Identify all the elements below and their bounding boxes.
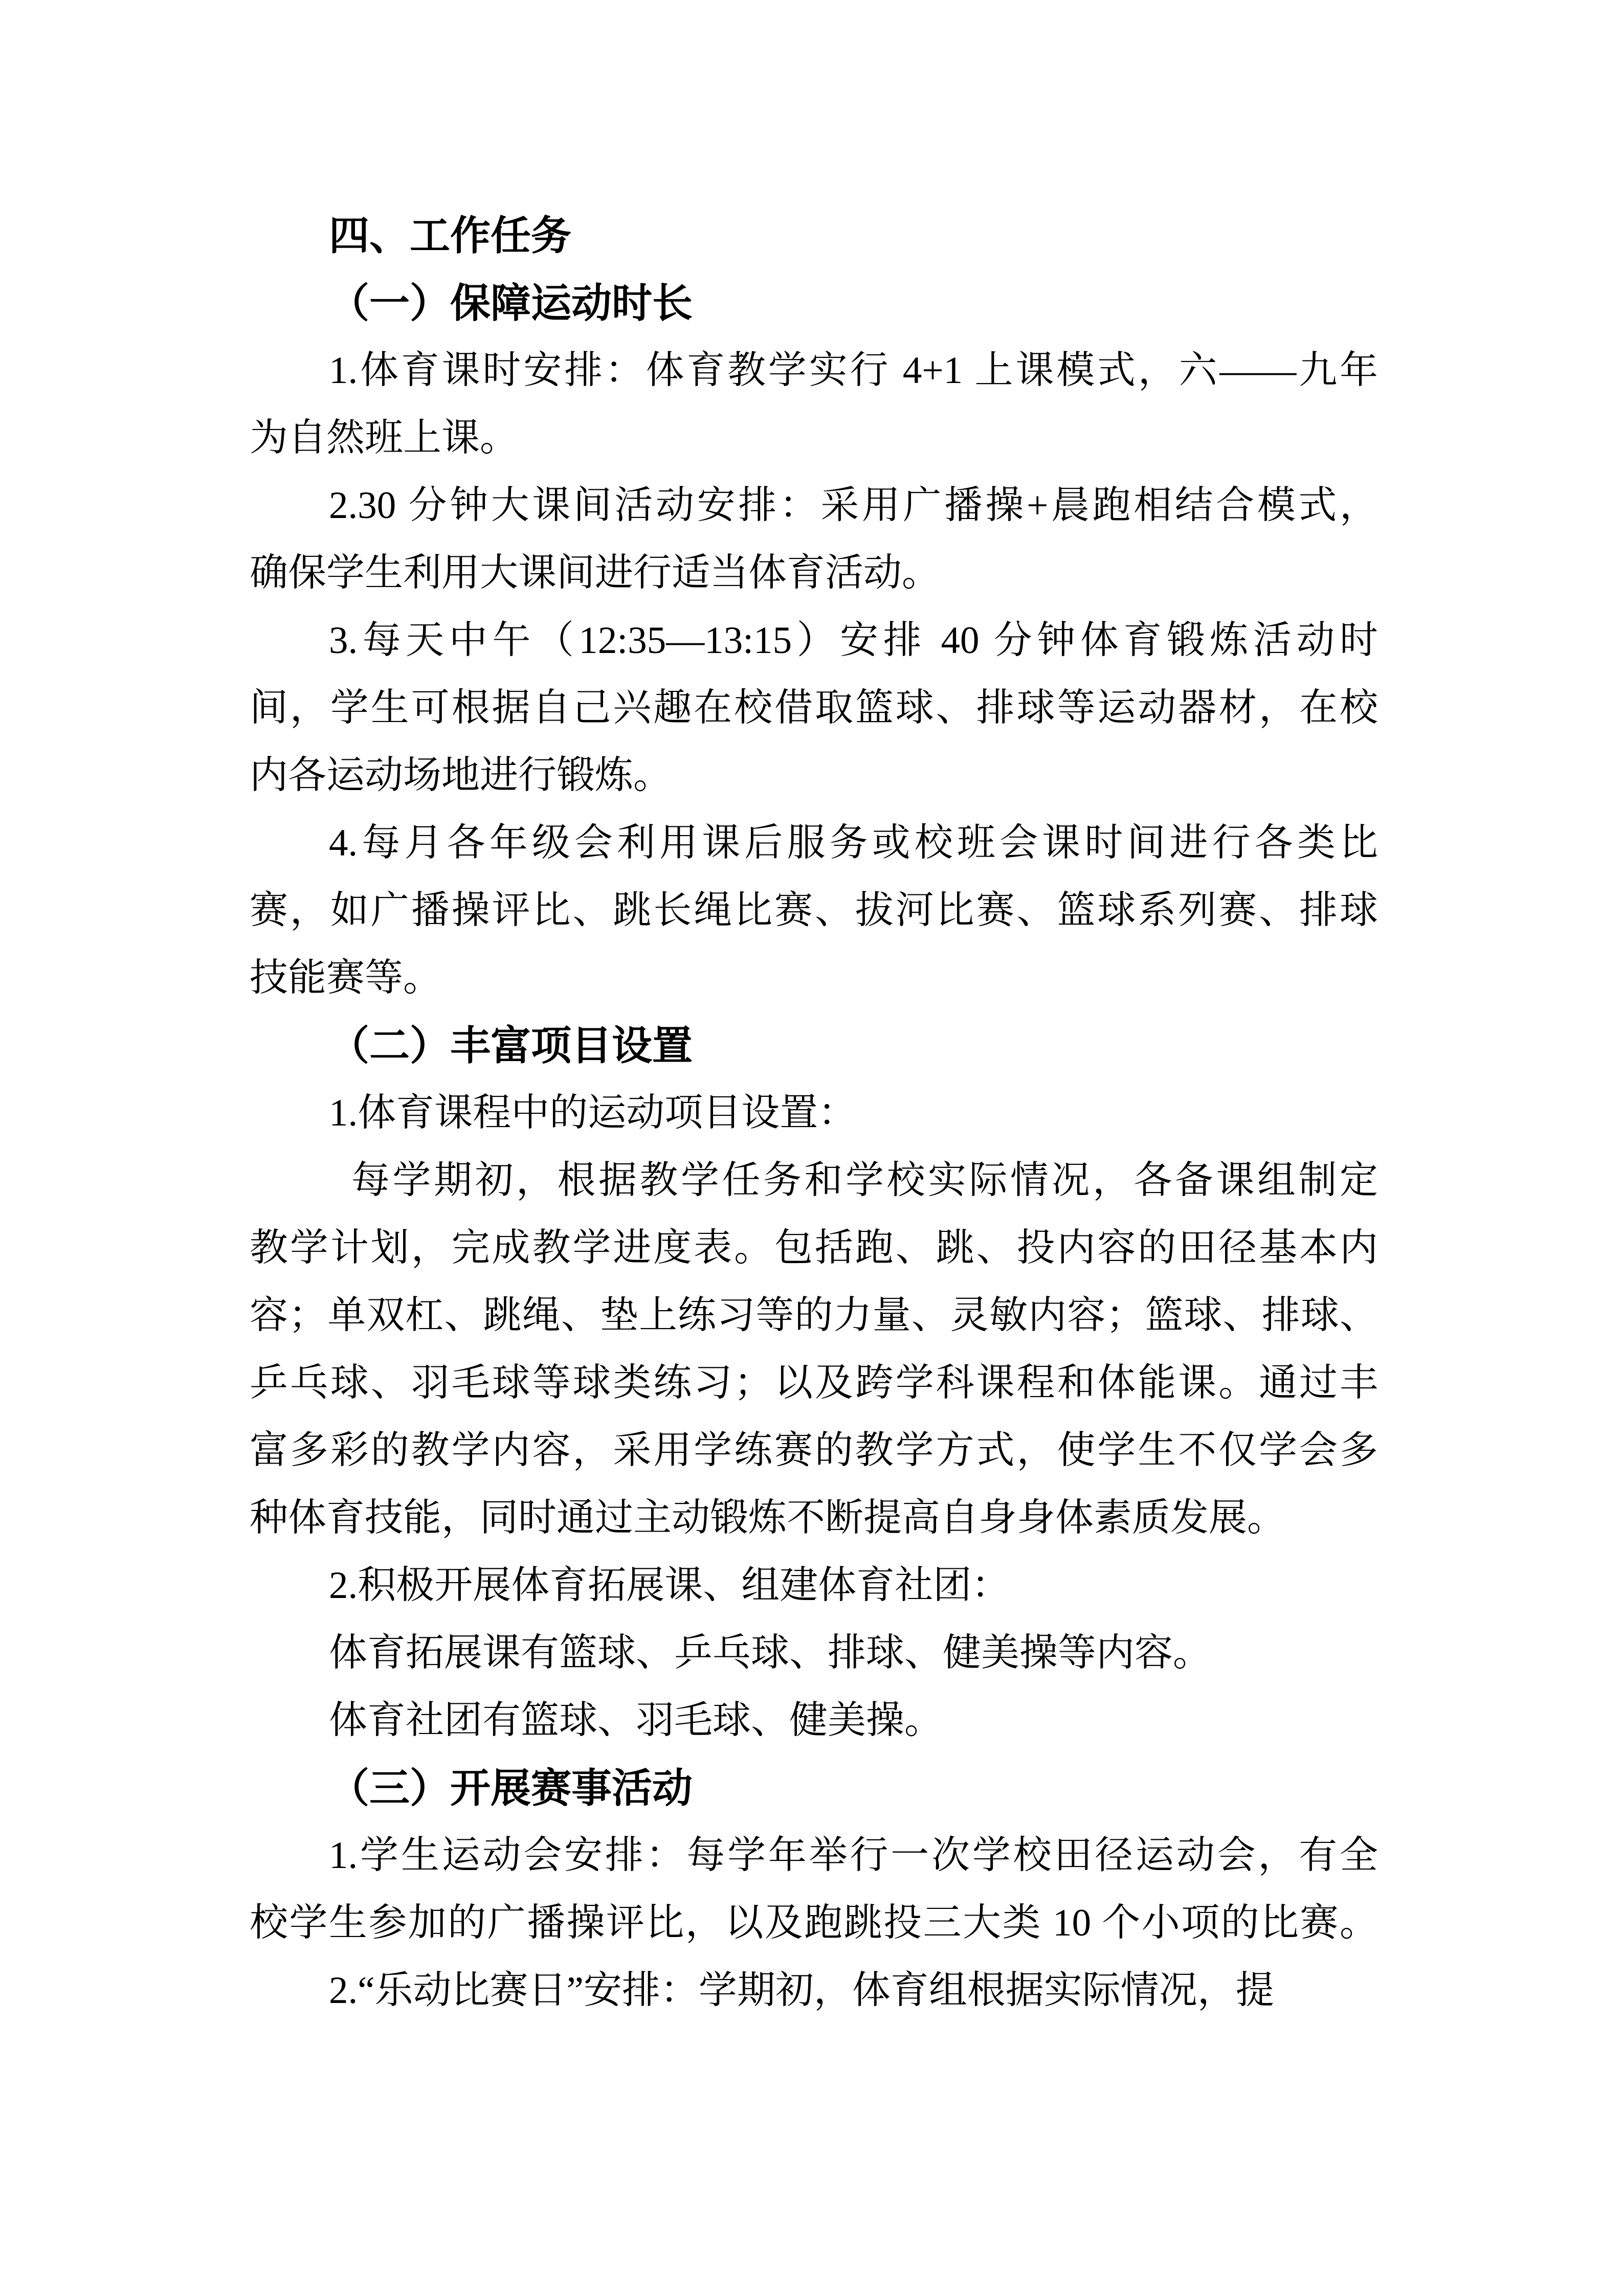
body-line-skills-fitness: 种体育技能，同时通过主动锻炼不断提高自身身体素质发展。 (250, 1497, 1286, 1539)
body-line-club-content: 体育社团有篮球、羽毛球、健美操。 (329, 1699, 943, 1742)
text-block (250, 202, 1378, 2024)
body-line-semester-plan: 每学期初，根据教学任务和学校实际情况，各备课组制定 (351, 1159, 1378, 1202)
body-line-sports-meet: 1.学生运动会安排：每学年举行一次学校田径运动会，有全 (329, 1834, 1378, 1877)
body-line-extension-clubs: 2.积极开展体育拓展课、组建体育社团： (329, 1564, 1010, 1607)
body-line-exercise-grounds: 内各运动场地进行锻炼。 (250, 754, 672, 797)
subsection-heading-competitions: （三）开展赛事活动 (329, 1765, 693, 1811)
body-line-natural-class: 为自然班上课。 (250, 417, 519, 459)
body-line-skill-contest: 技能赛等。 (250, 957, 442, 999)
body-line-competition-examples: 赛，如广播操评比、跳长绳比赛、拔河比赛、篮球系列赛、排球 (250, 889, 1378, 932)
body-line-meet-events: 校学生参加的广播操评比，以及跑跳投三大类 10 个小项的比赛。 (250, 1902, 1378, 1944)
body-line-teaching-method: 富多彩的教学内容，采用学练赛的教学方式，使学生不仅学会多 (250, 1429, 1378, 1472)
body-line-break-activity: 2.30 分钟大课间活动安排：采用广播操+晨跑相结合模式， (329, 484, 1378, 527)
body-line-equipment-borrow: 间，学生可根据自己兴趣在校借取篮球、排球等运动器材，在校 (250, 687, 1378, 729)
body-line-noon-exercise: 3.每天中午（12:35—13:15）安排 40 分钟体育锻炼活动时 (329, 619, 1378, 662)
body-line-course-setup: 1.体育课程中的运动项目设置： (329, 1092, 857, 1134)
body-line-teaching-schedule: 教学计划，完成教学进度表。包括跑、跳、投内容的田径基本内 (250, 1227, 1378, 1269)
subsection-heading-program-variety: （二）丰富项目设置 (329, 1023, 693, 1068)
body-line-extension-content: 体育拓展课有篮球、乒乓球、排球、健美操等内容。 (329, 1632, 1212, 1674)
section-heading-work-tasks: 四、工作任务 (329, 213, 571, 258)
body-line-strength-agility: 容；单双杠、跳绳、垫上练习等的力量、灵敏内容；篮球、排球、 (250, 1294, 1378, 1337)
body-line-ball-practice: 乒乓球、羽毛球等球类练习；以及跨学科课程和体能课。通过丰 (250, 1362, 1378, 1404)
body-line-ensure-activity: 确保学生利用大课间进行适当体育活动。 (250, 552, 941, 594)
body-line-fun-competition-day: 2.“乐动比赛日”安排：学期初，体育组根据实际情况，提 (329, 1969, 1274, 2012)
body-line-pe-class-schedule: 1.体育课时安排：体育教学实行 4+1 上课模式，六——九年 (329, 349, 1378, 392)
subsection-heading-exercise-duration: （一）保障运动时长 (329, 280, 693, 326)
body-line-monthly-competitions: 4.每月各年级会利用课后服务或校班会课时间进行各类比 (329, 822, 1378, 864)
